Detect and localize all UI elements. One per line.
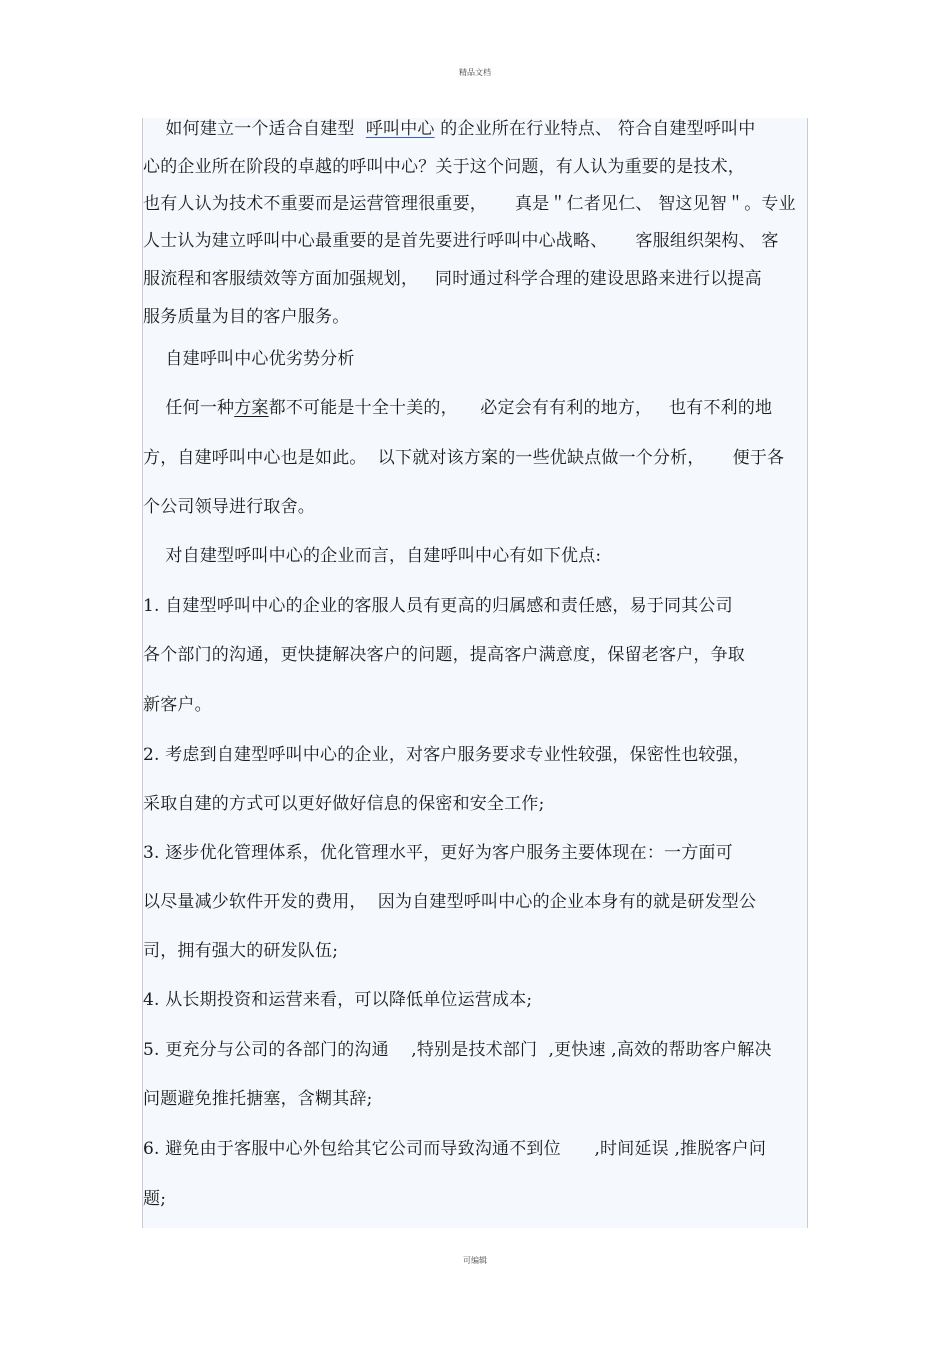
- list-item-line: 1. 自建型呼叫中心的企业的客服人员有更高的归属感和责任感，易于同其公司: [143, 596, 733, 616]
- list-item-line: 5. 更充分与公司的各部门的沟通 ,特别是技术部门 ,更快速 ,高效的帮助客户解决: [143, 1040, 772, 1060]
- list-item-line: 题;: [143, 1189, 167, 1209]
- paragraph-line: 对自建型呼叫中心的企业而言，自建呼叫中心有如下优点:: [143, 546, 602, 566]
- paragraph-line: 如何建立一个适合自建型 呼叫中心 的企业所在行业特点、 符合自建型呼叫中: [143, 119, 756, 139]
- list-item-line: 6. 避免由于客服中心外包给其它公司而导致沟通不到位 ,时间延误 ,推脱客户问: [143, 1139, 767, 1159]
- list-item-line: 以尽量减少软件开发的费用， 因为自建型呼叫中心的企业本身有的就是研发型公: [143, 892, 757, 912]
- page-footer-note: 可编辑: [463, 1256, 487, 1265]
- list-item-line: 各个部门的沟通，更快捷解决客户的问题，提高客户满意度，保留老客户，争取: [143, 645, 745, 665]
- list-item-line: 3. 逐步优化管理体系，优化管理水平，更好为客户服务主要体现在：一方面可: [143, 843, 733, 863]
- paragraph-line: 心的企业所在阶段的卓越的呼叫中心？关于这个问题，有人认为重要的是技术，: [143, 157, 745, 177]
- paragraph-line: 方，自建呼叫中心也是如此。 以下就对该方案的一些优缺点做一个分析， 便于各: [143, 448, 785, 468]
- call-center-link[interactable]: 呼叫中心: [365, 119, 435, 139]
- page-header-note: 精品文档: [459, 68, 491, 77]
- list-item-line: 4. 从长期投资和运营来看，可以降低单位运营成本;: [143, 990, 533, 1010]
- list-item-line: 2. 考虑到自建型呼叫中心的企业，对客户服务要求专业性较强，保密性也较强，: [143, 745, 751, 765]
- list-item-line: 采取自建的方式可以更好做好信息的保密和安全工作;: [143, 794, 545, 814]
- paragraph-line: 任何一种方案都不可能是十全十美的， 必定会有有利的地方， 也有不利的地: [143, 398, 773, 418]
- paragraph-line: 人士认为建立呼叫中心最重要的是首先要进行呼叫中心战略、 客服组织架构、 客: [143, 231, 779, 251]
- paragraph-line: 也有人认为技术不重要而是运营管理很重要， 真是＂仁者见仁、 智这见智＂。专业: [143, 194, 796, 214]
- list-item-line: 新客户。: [143, 695, 212, 715]
- list-item-line: 问题避免推托搪塞，含糊其辞;: [143, 1089, 373, 1109]
- list-item-line: 司，拥有强大的研发队伍;: [143, 941, 339, 961]
- scheme-link[interactable]: 方案: [234, 398, 269, 418]
- paragraph-line: 个公司领导进行取舍。: [143, 497, 315, 517]
- paragraph-line: 服务质量为目的客户服务。: [143, 307, 350, 327]
- paragraph-line: 服流程和客服绩效等方面加强规划， 同时通过科学合理的建设思路来进行以提高: [143, 269, 762, 289]
- section-heading: 自建呼叫中心优劣势分析: [143, 349, 355, 369]
